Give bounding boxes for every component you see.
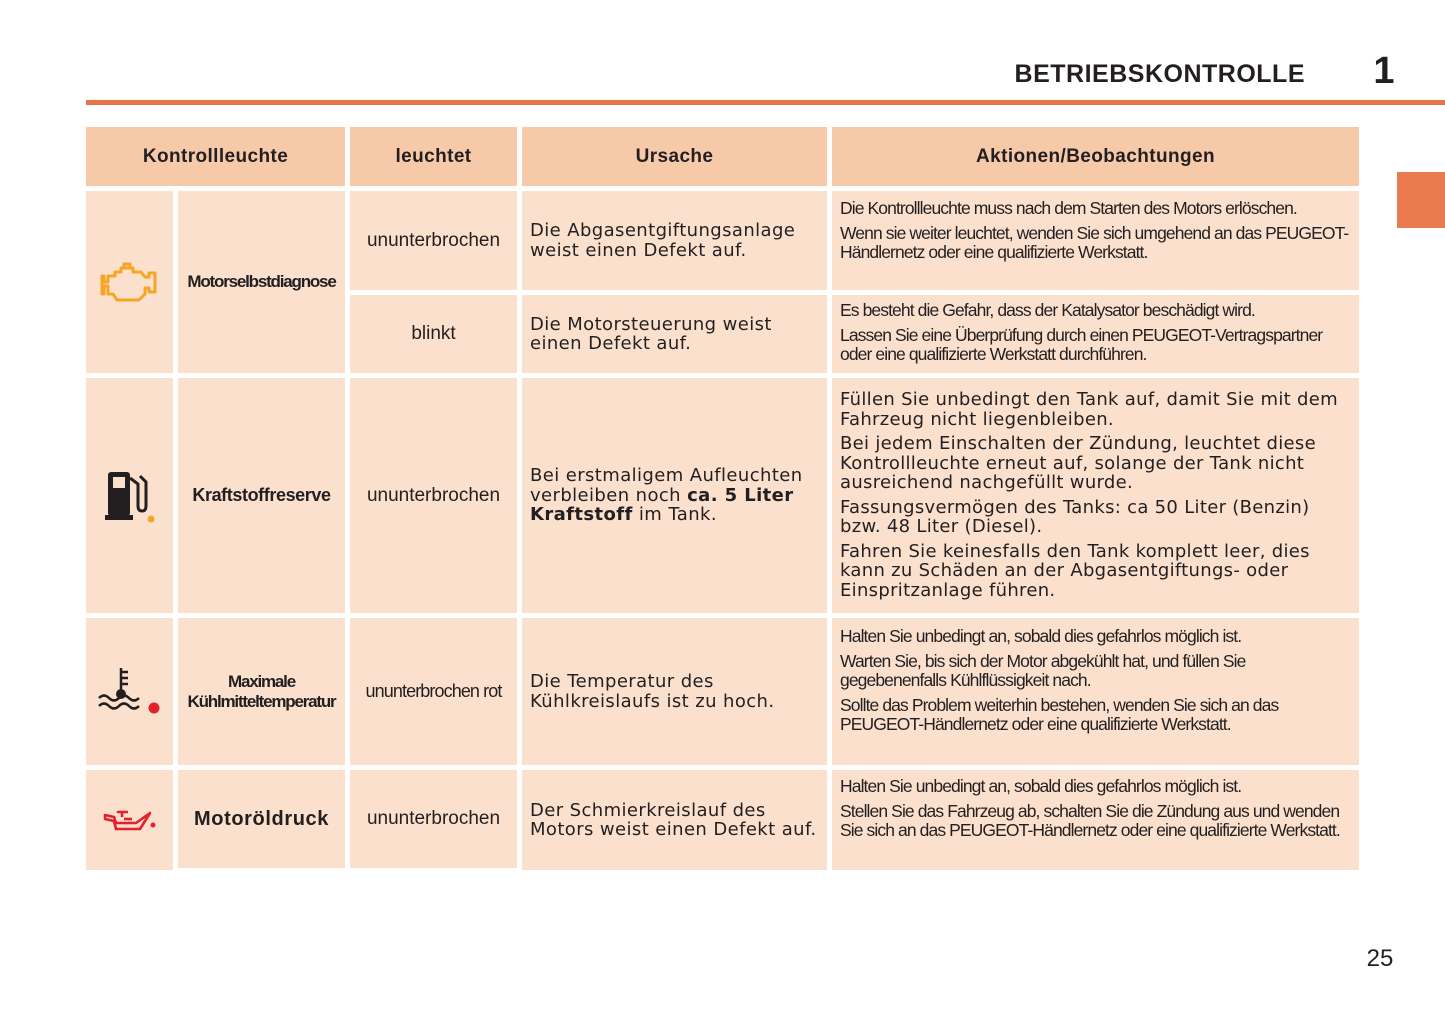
- engine-check-icon-cell: [86, 191, 173, 373]
- cause-text: Bei erstmaligem Aufleuchten verbleiben noch ca. 5 Liter Kraftstoff im Tank.: [522, 378, 827, 613]
- cause-text: Der Schmierkreislauf des Motors weist einen Defekt auf.: [522, 770, 827, 870]
- action-text: Füllen Sie unbedingt den Tank auf, damit Sie mit dem Fahrzeug nicht liegenbleiben. Bei jedem Einschalten der Zündung, leuchtet diese Kontrollleuchte erneut auf, solange der Tank nicht ausreichend nachgefüllt wurde. Fassungsvermögen des Tanks: ca 50 Liter (Benzin) bzw. 48 Liter (Diesel). Fahren Sie keinesfalls den Tank komplett leer, dies kann zu Schäden an der Abgasentgiftungs- oder Einspritzanlage führen.: [832, 378, 1359, 613]
- indicator-name-kraftstoffreserve: Kraftstoffreserve: [178, 378, 345, 613]
- indicator-name-motorselbstdiagnose: Motorselbstdiagnose: [178, 191, 345, 373]
- action-text: Halten Sie unbedingt an, sobald dies gefahrlos möglich ist. Stellen Sie das Fahrzeug ab, schalten Sie die Zündung aus und wenden Sie sich an das PEUGEOT-Händlernetz oder eine qualifizierte Werkstatt.: [832, 770, 1359, 870]
- oil-pressure-icon-cell: [86, 770, 173, 870]
- cause-text: Die Temperatur des Kühlkreislaufs ist zu hoch.: [522, 618, 827, 765]
- state-blinkt: blinkt: [350, 295, 517, 373]
- chapter-number: 1: [1373, 50, 1395, 92]
- fuel-pump-icon: [102, 466, 158, 526]
- column-header-ursache: Ursache: [522, 127, 827, 186]
- state-ununterbrochen: ununterbrochen: [350, 191, 517, 290]
- engine-check-icon: [99, 260, 161, 304]
- coolant-temperature-icon-cell: [86, 618, 173, 765]
- coolant-temperature-icon: [97, 666, 163, 718]
- column-header-leuchtet: leuchtet: [350, 127, 517, 186]
- indicator-name-motoroeldruck: Motoröldruck: [178, 770, 345, 868]
- state-ununterbrochen: ununterbrochen: [350, 770, 517, 868]
- state-ununterbrochen: ununterbrochen: [350, 378, 517, 613]
- fuel-pump-icon-cell: [86, 378, 173, 613]
- indicator-name-kuehlmitteltemperatur: Maximale Kühlmitteltemperatur: [178, 618, 345, 765]
- cause-text: Die Motorsteuerung weist einen Defekt auf.: [522, 295, 827, 373]
- column-header-aktionen: Aktionen/Beobachtungen: [832, 127, 1359, 186]
- chapter-tab-marker: [1397, 172, 1445, 228]
- cause-text: Die Abgasentgiftungsanlage weist einen Defekt auf.: [522, 191, 827, 290]
- header-divider: [86, 100, 1445, 105]
- column-header-kontrollleuchte: Kontrollleuchte: [86, 127, 345, 186]
- action-text: Es besteht die Gefahr, dass der Katalysator beschädigt wird. Lassen Sie eine Überprüfung durch einen PEUGEOT-Vertragspartner oder eine qualifizierte Werkstatt durchführen.: [832, 295, 1359, 373]
- page-number: 25: [1366, 945, 1394, 972]
- page-title: BETRIEBSKONTROLLE: [1014, 60, 1305, 88]
- oil-pressure-icon: [102, 805, 158, 835]
- state-ununterbrochen-rot: ununterbrochen rot: [350, 618, 517, 765]
- action-text: Halten Sie unbedingt an, sobald dies gefahrlos möglich ist. Warten Sie, bis sich der Motor abgekühlt hat, und füllen Sie gegebenenfalls Kühlflüssigkeit nach. Sollte das Problem weiterhin bestehen, wenden Sie sich an das PEUGEOT-Händlernetz oder eine qualifizierte Werkstatt.: [832, 618, 1359, 765]
- action-text: Die Kontrollleuchte muss nach dem Starten des Motors erlöschen. Wenn sie weiter leuchtet, wenden Sie sich umgehend an das PEUGEOT-Händlernetz oder eine qualifizierte Werkstatt.: [832, 191, 1359, 290]
